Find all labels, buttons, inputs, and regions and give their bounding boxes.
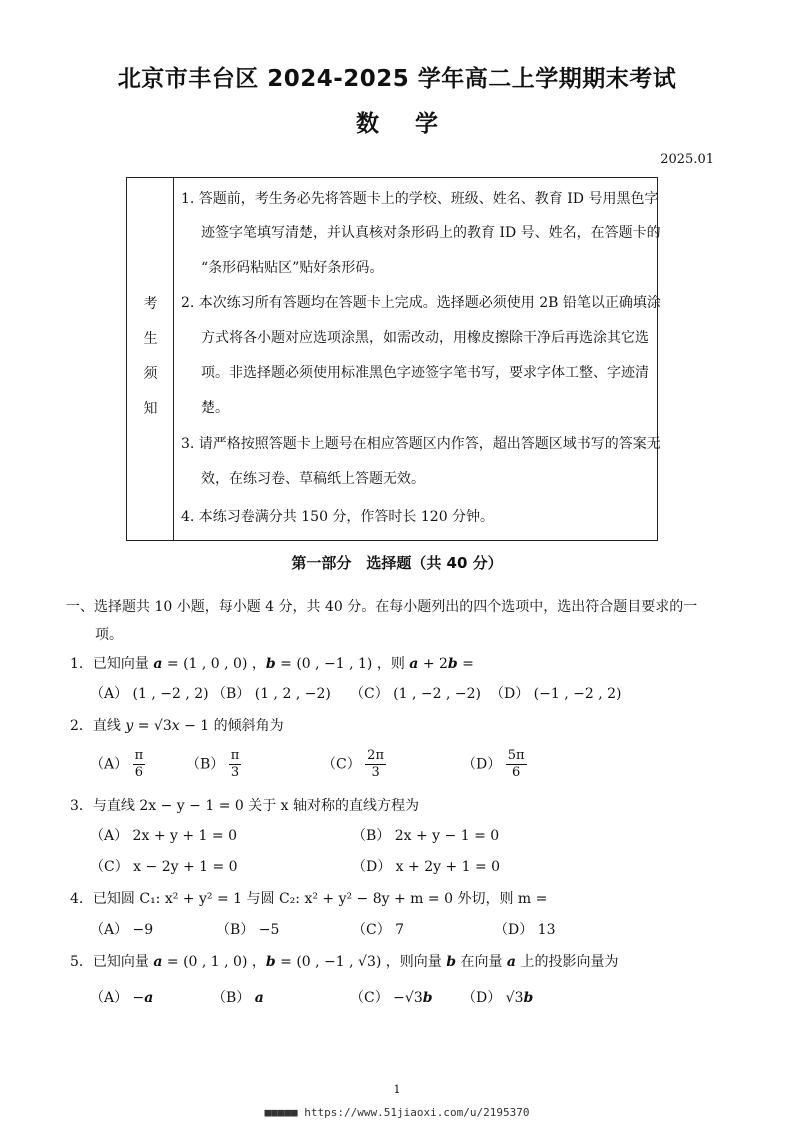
fraction bbox=[229, 748, 242, 781]
q5-text: = (0 , −1 , √3) ，则向量 bbox=[275, 954, 447, 970]
vector-b: b bbox=[447, 656, 458, 672]
q1-text: 已知向量 bbox=[92, 656, 154, 672]
option-label: （C） bbox=[322, 756, 361, 773]
fraction-denominator: 6 bbox=[134, 765, 143, 780]
q1-option-c: （C） (1 , −2 , −2) bbox=[350, 686, 481, 702]
var-x: x bbox=[171, 718, 180, 734]
fraction bbox=[133, 748, 146, 781]
notice-line: 1. 答题前，考生务必先将答题卡上的学校、班级、姓名、教育 ID 号用黑色字 bbox=[181, 191, 659, 207]
q2-option-d bbox=[462, 748, 527, 781]
q3-option-b: （B） 2x + y − 1 = 0 bbox=[352, 828, 500, 844]
notice-line: 3. 请严格按照答题卡上题号在相应答题区内作答，超出答题区域书写的答案无 bbox=[181, 436, 661, 452]
q5-number: 5． bbox=[70, 954, 93, 970]
q4-option-b: （B） −5 bbox=[216, 922, 280, 938]
q4-option-d: （D） 13 bbox=[494, 922, 556, 938]
notice-line: 项。非选择题必须使用标准黑色字迹签字笔书写，要求字体工整、字迹清 bbox=[201, 365, 649, 381]
q2-text: 直线 bbox=[92, 718, 126, 734]
question-5-stem bbox=[70, 951, 618, 971]
vector-a: a bbox=[254, 990, 264, 1006]
notice-line: 4. 本练习卷满分共 150 分，作答时长 120 分钟。 bbox=[181, 509, 495, 525]
vector-b: b bbox=[265, 656, 276, 672]
candidate-notice-box bbox=[126, 177, 661, 541]
q3-option-d: （D） x + 2y + 1 = 0 bbox=[352, 859, 501, 875]
q4-option-a: （A） −9 bbox=[90, 922, 154, 938]
q1-text: = bbox=[457, 656, 474, 672]
option-label: （C） −√3 bbox=[350, 990, 423, 1006]
notice-heading-char: 考 bbox=[143, 296, 158, 312]
question-3-stem: 3．与直线 2x − y − 1 = 0 关于 x 轴对称的直线方程为 bbox=[70, 798, 420, 814]
question-4-stem: 4．已知圆 C₁: x² + y² = 1 与圆 C₂: x² + y² − 8y + m = 0 外切，则 m = bbox=[70, 891, 548, 907]
q1-option-b: （B） (1 , 2 , −2) bbox=[212, 686, 331, 702]
option-label: （D） bbox=[462, 756, 502, 773]
notice-heading-char: 知 bbox=[143, 401, 158, 417]
option-label: （B） bbox=[186, 756, 225, 773]
q2-number: 2． bbox=[70, 718, 93, 734]
notice-line: 迹签字笔填写清楚，并认真核对条形码上的教育 ID 号、姓名，在答题卡的 bbox=[201, 225, 661, 241]
option-label: （D） √3 bbox=[462, 990, 524, 1006]
q3-option-a: （A） 2x + y + 1 = 0 bbox=[90, 828, 237, 844]
section-intro: 一、选择题共 10 小题，每小题 4 分，共 40 分。在每小题列出的四个选项中，选出符合题目要求的一 bbox=[66, 599, 698, 615]
notice-line: “条形码粘贴区”贴好条形码。 bbox=[201, 260, 384, 276]
exam-title: 北京市丰台区 2024-2025 学年高二上学期期末考试 bbox=[117, 66, 677, 92]
vector-b: b bbox=[523, 990, 534, 1006]
vector-a: a bbox=[153, 656, 163, 672]
q2-option-a bbox=[90, 748, 145, 781]
q5-option-b bbox=[212, 987, 264, 1007]
fraction-numerator: π bbox=[230, 748, 240, 763]
q5-option-a bbox=[90, 987, 153, 1007]
option-label: （A） bbox=[90, 756, 129, 773]
vector-b: b bbox=[422, 990, 433, 1006]
notice-line: 方式将各小题对应选项涂黑，如需改动，用橡皮擦除干净后再选涂其它选 bbox=[201, 330, 649, 346]
q5-option-d bbox=[462, 987, 533, 1007]
notice-body bbox=[174, 178, 661, 540]
notice-heading-char: 须 bbox=[143, 366, 158, 382]
q5-text: 上的投影向量为 bbox=[516, 954, 619, 970]
q1-option-d: （D） (−1 , −2 , 2) bbox=[490, 686, 622, 702]
q5-option-c bbox=[350, 987, 433, 1007]
fraction bbox=[365, 748, 386, 781]
section-intro-cont: 项。 bbox=[95, 627, 123, 643]
fraction-numerator: 5π bbox=[507, 748, 525, 763]
q1-text: = (1 , 0 , 0) ， bbox=[162, 656, 266, 672]
q2-text: = √3 bbox=[133, 718, 172, 734]
option-label: （A） − bbox=[90, 990, 145, 1006]
q4-option-c: （C） 7 bbox=[352, 922, 405, 938]
q2-option-b bbox=[186, 748, 241, 781]
fraction-denominator: 3 bbox=[371, 765, 380, 780]
q1-text: = (0 , −1 , 1) ，则 bbox=[275, 656, 410, 672]
section-title: 第一部分 选择题（共 40 分） bbox=[291, 554, 503, 572]
notice-line: 楚。 bbox=[201, 400, 229, 416]
q3-option-c: （C） x − 2y + 1 = 0 bbox=[90, 859, 238, 875]
q5-text: 在向量 bbox=[456, 954, 507, 970]
q2-option-c bbox=[322, 748, 386, 781]
vector-a: a bbox=[409, 656, 419, 672]
fraction-denominator: 3 bbox=[230, 765, 240, 780]
page-number: 1 bbox=[393, 1083, 401, 1096]
q2-text: − 1 的倾斜角为 bbox=[179, 718, 284, 734]
vector-a: a bbox=[506, 954, 516, 970]
fraction-numerator: 2π bbox=[367, 748, 384, 763]
notice-line: 2. 本次练习所有答题均在答题卡上完成。选择题必须使用 2B 铅笔以正确填涂 bbox=[181, 295, 661, 311]
vector-b: b bbox=[265, 954, 276, 970]
q5-text: = (0 , 1 , 0) ， bbox=[162, 954, 266, 970]
vector-a: a bbox=[153, 954, 163, 970]
notice-line: 效，在练习卷、草稿纸上答题无效。 bbox=[201, 471, 425, 487]
q1-text: + 2 bbox=[418, 656, 448, 672]
fraction bbox=[506, 748, 527, 781]
source-watermark: ■■■■■ https://www.51jiaoxi.com/u/2195370 bbox=[264, 1106, 530, 1119]
fraction-denominator: 6 bbox=[511, 765, 521, 780]
var-y: y bbox=[125, 718, 134, 734]
vector-b: b bbox=[446, 954, 457, 970]
fraction-numerator: π bbox=[134, 748, 144, 763]
option-label: （B） bbox=[212, 990, 255, 1006]
q1-option-a: （A） (1 , −2 , 2) bbox=[90, 686, 209, 702]
subject-title: 数学 bbox=[356, 111, 474, 137]
exam-date: 2025.01 bbox=[660, 152, 714, 167]
question-2-stem bbox=[70, 715, 284, 735]
q5-text: 已知向量 bbox=[92, 954, 154, 970]
vector-a: a bbox=[144, 990, 154, 1006]
question-1-stem bbox=[70, 653, 474, 673]
q1-number: 1． bbox=[70, 656, 93, 672]
notice-heading bbox=[127, 178, 174, 540]
notice-heading-char: 生 bbox=[143, 331, 158, 347]
